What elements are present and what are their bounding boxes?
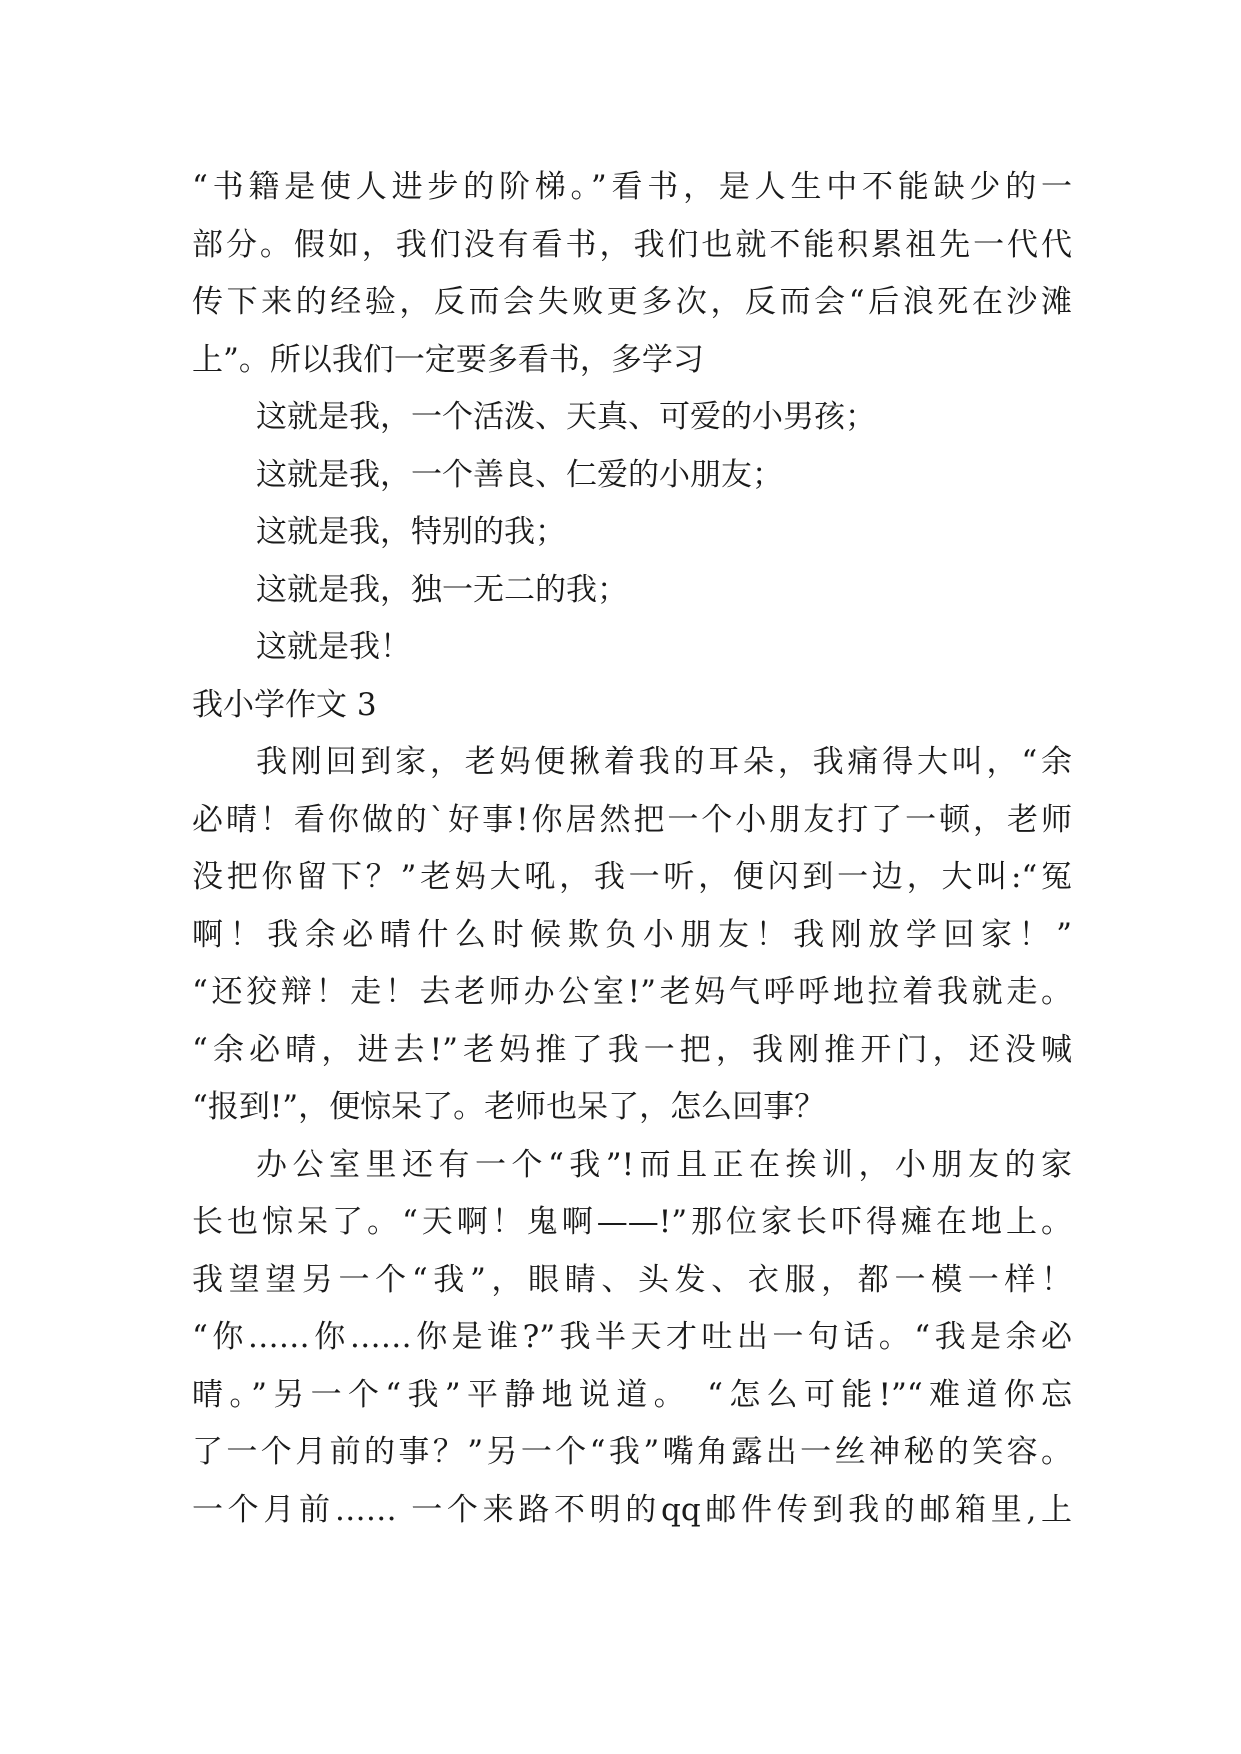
text-line: 了一个月前的事？”另一个“我”嘴角露出一丝神秘的笑容。 [192,1434,1072,1470]
text-line: 部分。假如，我们没有看书，我们也就不能积累祖先一代代 [192,227,1072,263]
text-line: 传下来的经验，反而会失败更多次，反而会“后浪死在沙滩 [192,284,1072,320]
text-line: 没把你留下？”老妈大吼，我一听，便闪到一边，大叫:“冤 [192,859,1072,895]
text-line: 晴。”另一个“我”平静地说道。 “怎么可能!”“难道你忘 [192,1377,1072,1413]
text-line: 啊！我余必晴什么时候欺负小朋友！我刚放学回家！” [192,917,1072,953]
text-line: 这就是我，独一无二的我； [256,572,628,608]
text-line: “报到!”，便惊呆了。老师也呆了，怎么回事？ [192,1089,826,1125]
text-line: 上”。所以我们一定要多看书，多学习 [192,342,704,378]
text-line: 这就是我，一个活泼、天真、可爱的小男孩； [256,399,876,435]
text-line: 长也惊呆了。“天啊！鬼啊——!”那位家长吓得瘫在地上。 [192,1204,1072,1240]
text-line: 我望望另一个“我”，眼睛、头发、衣服，都一模一样！ [192,1262,1072,1298]
text-line: 这就是我，特别的我； [256,514,566,550]
text-line: “你……你……你是谁?”我半天才吐出一句话。“我是余必 [192,1319,1072,1355]
text-line: 这就是我！ [256,629,411,665]
text-line: “还狡辩！走！去老师办公室!”老妈气呼呼地拉着我就走。 [192,974,1072,1010]
text-line: 办公室里还有一个“我”!而且正在挨训，小朋友的家 [256,1147,1072,1183]
text-line: 这就是我，一个善良、仁爱的小朋友； [256,457,783,493]
text-line: “余必晴，进去!”老妈推了我一把，我刚推开门，还没喊 [192,1032,1072,1068]
text-line: 我刚回到家，老妈便揪着我的耳朵，我痛得大叫，“余 [256,744,1072,780]
text-line: 必晴！看你做的`好事!你居然把一个小朋友打了一顿，老师 [192,802,1072,838]
section-heading: 我小学作文 3 [192,687,377,723]
text-line: 一个月前…… 一个来路不明的qq邮件传到我的邮箱里,上 [192,1492,1072,1528]
text-line: “书籍是使人进步的阶梯。”看书，是人生中不能缺少的一 [192,169,1072,205]
